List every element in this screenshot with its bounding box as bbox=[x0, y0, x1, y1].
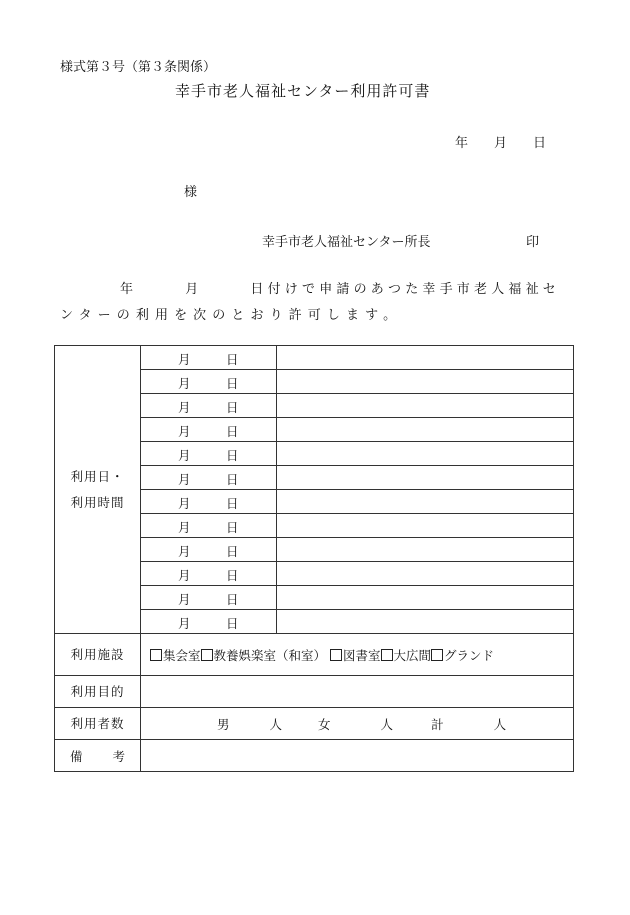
facility-option-recreation[interactable]: 教養娯楽室（和室） bbox=[201, 648, 327, 663]
day-label: 日 bbox=[226, 376, 239, 391]
day-label: 日 bbox=[226, 592, 239, 607]
month-label: 月 bbox=[178, 376, 191, 391]
month-label: 月 bbox=[178, 400, 191, 415]
purpose-label: 利用目的 bbox=[55, 676, 141, 708]
remarks-field[interactable] bbox=[141, 740, 574, 772]
time-cell[interactable] bbox=[277, 394, 574, 418]
document-title: 幸手市老人福祉センター利用許可書 bbox=[175, 82, 431, 100]
issuer-name: 幸手市老人福祉センター所長 bbox=[262, 235, 431, 250]
time-cell[interactable] bbox=[277, 442, 574, 466]
issue-date-line bbox=[455, 132, 546, 151]
facility-options bbox=[141, 634, 574, 676]
month-label: 月 bbox=[178, 568, 191, 583]
time-cell[interactable] bbox=[277, 418, 574, 442]
form-number: 様式第３号（第３条関係） bbox=[60, 60, 217, 75]
addressee-suffix: 様 bbox=[184, 185, 198, 200]
facility-label: 利用施設 bbox=[55, 634, 141, 676]
date-day-label: 日 bbox=[533, 136, 547, 151]
time-cell[interactable] bbox=[277, 610, 574, 634]
checkbox-icon[interactable] bbox=[330, 649, 342, 661]
month-label: 月 bbox=[178, 616, 191, 631]
male-count-unit: 人 bbox=[269, 716, 283, 732]
date-cell[interactable] bbox=[141, 442, 277, 466]
day-label: 日 bbox=[226, 424, 239, 439]
month-label: 月 bbox=[178, 448, 191, 463]
date-cell[interactable] bbox=[141, 346, 277, 370]
day-label: 日 bbox=[226, 448, 239, 463]
time-cell[interactable] bbox=[277, 370, 574, 394]
date-cell[interactable] bbox=[141, 514, 277, 538]
body-year-label: 年 bbox=[120, 282, 138, 297]
date-cell[interactable] bbox=[141, 394, 277, 418]
permit-table bbox=[54, 345, 574, 772]
purpose-field[interactable] bbox=[141, 676, 574, 708]
facility-row bbox=[55, 634, 574, 676]
users-label: 利用者数 bbox=[55, 708, 141, 740]
month-label: 月 bbox=[178, 544, 191, 559]
month-label: 月 bbox=[178, 472, 191, 487]
permission-statement bbox=[60, 277, 570, 329]
date-year-label: 年 bbox=[455, 136, 469, 151]
remarks-row bbox=[55, 740, 574, 772]
female-count-unit: 人 bbox=[380, 716, 394, 732]
checkbox-icon[interactable] bbox=[381, 649, 393, 661]
facility-option-library[interactable]: 図書室 bbox=[330, 648, 381, 663]
seal-mark: 印 bbox=[526, 235, 540, 250]
date-cell[interactable] bbox=[141, 466, 277, 490]
users-count-field[interactable] bbox=[141, 708, 574, 740]
time-cell[interactable] bbox=[277, 490, 574, 514]
total-count-unit: 人 bbox=[493, 716, 507, 732]
checkbox-icon[interactable] bbox=[150, 649, 162, 661]
day-label: 日 bbox=[226, 616, 239, 631]
remarks-label: 備 考 bbox=[55, 740, 141, 772]
date-cell[interactable] bbox=[141, 418, 277, 442]
checkbox-icon[interactable] bbox=[201, 649, 213, 661]
purpose-row bbox=[55, 676, 574, 708]
usage-date-label-1: 利用日・ bbox=[70, 468, 125, 484]
checkbox-icon[interactable] bbox=[431, 649, 443, 661]
day-label: 日 bbox=[226, 352, 239, 367]
users-row bbox=[55, 708, 574, 740]
month-label: 月 bbox=[178, 352, 191, 367]
usage-date-label-2: 利用時間 bbox=[70, 494, 125, 510]
month-label: 月 bbox=[178, 496, 191, 511]
day-label: 日 bbox=[226, 472, 239, 487]
time-cell[interactable] bbox=[277, 562, 574, 586]
day-label: 日 bbox=[226, 520, 239, 535]
day-label: 日 bbox=[226, 568, 239, 583]
facility-option-hall[interactable]: 大広間 bbox=[381, 648, 432, 663]
male-label: 男 bbox=[217, 716, 230, 732]
month-label: 月 bbox=[178, 592, 191, 607]
month-label: 月 bbox=[178, 424, 191, 439]
usage-date-label-cell bbox=[55, 346, 141, 634]
date-month-label: 月 bbox=[494, 136, 508, 151]
body-month-label: 月 bbox=[185, 282, 203, 297]
date-cell[interactable] bbox=[141, 610, 277, 634]
date-row bbox=[55, 346, 574, 370]
time-cell[interactable] bbox=[277, 538, 574, 562]
body-line2: ンターの利用を次のとおり許可します。 bbox=[60, 308, 403, 323]
time-cell[interactable] bbox=[277, 466, 574, 490]
date-cell[interactable] bbox=[141, 490, 277, 514]
day-label: 日 bbox=[226, 496, 239, 511]
day-label: 日 bbox=[226, 400, 239, 415]
time-cell[interactable] bbox=[277, 514, 574, 538]
female-label: 女 bbox=[318, 716, 331, 732]
facility-option-ground[interactable]: グランド bbox=[431, 648, 494, 663]
facility-option-assembly[interactable]: 集会室 bbox=[150, 648, 201, 663]
month-label: 月 bbox=[178, 520, 191, 535]
date-cell[interactable] bbox=[141, 538, 277, 562]
time-cell[interactable] bbox=[277, 346, 574, 370]
day-label: 日 bbox=[226, 544, 239, 559]
date-cell[interactable] bbox=[141, 586, 277, 610]
body-line1-rest: 日付けで申請のあつた幸手市老人福祉セ bbox=[250, 282, 561, 297]
total-label: 計 bbox=[431, 716, 444, 732]
date-cell[interactable] bbox=[141, 370, 277, 394]
date-cell[interactable] bbox=[141, 562, 277, 586]
time-cell[interactable] bbox=[277, 586, 574, 610]
